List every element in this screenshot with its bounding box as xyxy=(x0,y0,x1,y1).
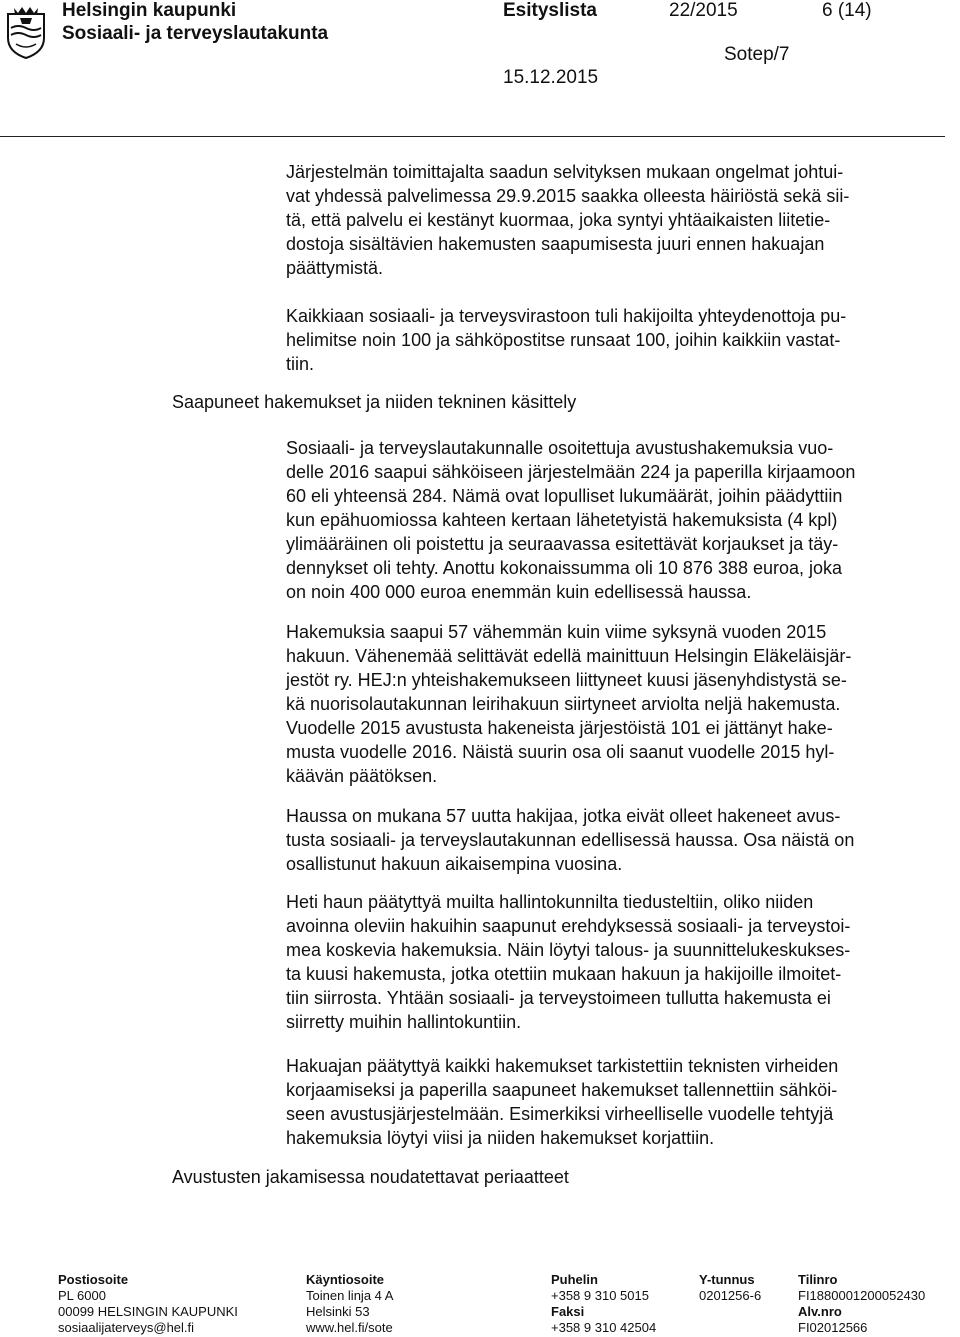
text-line: Sosiaali- ja terveyslautakunnalle osoitettuja avustushakemuksia vuo- xyxy=(286,438,834,458)
tilinro-label: Tilinro xyxy=(798,1272,838,1287)
postal-line: 00099 HELSINGIN KAUPUNKI xyxy=(58,1304,238,1319)
visit-line: Toinen linja 4 A xyxy=(306,1288,394,1303)
text-line: Järjestelmän toimittajalta saadun selvityksen mukaan ongelmat johtui- xyxy=(286,162,844,182)
text-line: tä, että palvelu ei kestänyt kuormaa, joka syntyi yhtäaikaisten liitetie- xyxy=(286,210,831,230)
text-line: helimitse noin 100 ja sähköpostitse runsaat 100, joihin kaikkiin vastat- xyxy=(286,330,841,350)
text-line: tiin siirrosta. Yhtään sosiaali- ja terveystoimeen tullutta hakemusta ei xyxy=(286,988,831,1008)
paragraph-contacts xyxy=(286,304,946,376)
phone-number: +358 9 310 5015 xyxy=(551,1288,649,1303)
page-number: 6 (14) xyxy=(822,0,872,21)
text-line: päättymistä. xyxy=(286,258,384,278)
alv-label: Alv.nro xyxy=(798,1304,842,1319)
ytunnus-label: Y-tunnus xyxy=(699,1272,755,1287)
ytunnus-value: 0201256-6 xyxy=(699,1288,762,1303)
board-name: Sosiaali- ja terveyslautakunta xyxy=(62,23,329,44)
visit-line: Helsinki 53 xyxy=(306,1304,370,1319)
text-line: tusta sosiaali- ja terveyslautakunnan edellisessä haussa. Osa näistä on xyxy=(286,830,855,850)
text-line: on noin 400 000 euroa enemmän kuin edellisessä haussa. xyxy=(286,582,752,602)
footer-postal xyxy=(58,1272,238,1336)
text-line: Kaikkiaan sosiaali- ja terveysvirastoon tuli hakijoilta yhteydenottoja pu- xyxy=(286,306,847,326)
paragraph-inquiries xyxy=(286,890,946,1034)
text-line: avoinna oleviin hakuihin saapunut erehdyksessä sosiaali- ja terveystoi- xyxy=(286,916,851,936)
text-line: kä nuorisolautakunnan leirihakuun siirtyneet arviolta neljä hakemusta. xyxy=(286,694,841,714)
text-line: Hakemuksia saapui 57 vähemmän kuin viime syksynä vuoden 2015 xyxy=(286,622,827,642)
paragraph-received-applications xyxy=(286,436,946,604)
meeting-date: 15.12.2015 xyxy=(503,67,599,88)
org-name: Helsingin kaupunki xyxy=(62,0,237,21)
tilinro-value: FI1880001200052430 xyxy=(798,1288,926,1303)
paragraph-system-issue xyxy=(286,160,946,280)
text-line: musta vuodelle 2016. Näistä suurin osa oli saanut vuodelle 2015 hyl- xyxy=(286,742,835,762)
text-line: mea koskevia hakemuksia. Näin löytyi talous- ja suunnittelukeskukses- xyxy=(286,940,851,960)
phone-label: Puhelin xyxy=(551,1272,598,1287)
text-line: ta kuusi hakemusta, jotka otettiin mukaan hakuun ja hakijoille ilmoitet- xyxy=(286,964,842,984)
email-link[interactable]: sosiaalijaterveys@hel.fi xyxy=(58,1320,195,1335)
text-line: dennykset oli tehty. Anottu kokonaissumma oli 10 876 388 euroa, joka xyxy=(286,558,843,578)
header-divider xyxy=(0,136,945,137)
footer-phone xyxy=(551,1272,656,1336)
visit-label: Käyntiosoite xyxy=(306,1272,385,1287)
text-line: hakuun. Vähenemää selittävät edellä mainittuun Helsingin Eläkeläisjär- xyxy=(286,646,852,666)
text-line: ylimääräinen oli poistettu ja seuraavassa esitettävät korjaukset ja täy- xyxy=(286,534,839,554)
text-line: tiin. xyxy=(286,354,315,374)
postal-line: PL 6000 xyxy=(58,1288,106,1303)
footer-visit xyxy=(306,1272,393,1336)
helsinki-coat-of-arms-logo xyxy=(4,4,48,60)
postal-label: Postiosoite xyxy=(58,1272,129,1287)
doc-number: 22/2015 xyxy=(669,0,738,21)
text-line: Vuodelle 2015 avustusta hakeneista järjestöistä 101 ei jättänyt hake- xyxy=(286,718,833,738)
paragraph-new-applicants xyxy=(286,804,946,876)
text-line: hakemuksia löytyi viisi ja niiden hakemukset korjattiin. xyxy=(286,1128,715,1148)
text-line: Heti haun päätyttyä muilta hallintokunnilta tiedusteltiin, oliko niiden xyxy=(286,892,814,912)
text-line: kun epähuomiossa kahteen kertaan lähetetyistä hakemuksista (4 kpl) xyxy=(286,510,838,530)
agenda-item-code: Sotep/7 xyxy=(724,44,790,65)
website-link[interactable]: www.hel.fi/sote xyxy=(306,1320,393,1335)
text-line: Hakuajan päätyttyä kaikki hakemukset tarkistettiin teknisten virheiden xyxy=(286,1056,839,1076)
footer-bank xyxy=(798,1272,925,1336)
text-line: siirretty muihin hallintokuntiin. xyxy=(286,1012,522,1032)
doc-type: Esityslista xyxy=(503,0,597,21)
text-line: osallistunut hakuun aikaisempina vuosina. xyxy=(286,854,623,874)
paragraph-decrease xyxy=(286,620,946,788)
text-line: korjaamiseksi ja paperilla saapuneet hakemukset tallennettiin sähköi- xyxy=(286,1080,838,1100)
paragraph-checking xyxy=(286,1054,946,1150)
text-line: vat yhdessä palvelimessa 29.9.2015 saakka olleesta häiriöstä sekä sii- xyxy=(286,186,850,206)
fax-number: +358 9 310 42504 xyxy=(551,1320,657,1335)
text-line: 60 eli yhteensä 284. Nämä ovat lopulliset lukumäärät, joihin päädyttiin xyxy=(286,486,843,506)
alv-value: FI02012566 xyxy=(798,1320,868,1335)
text-line: dostoja sisältävien hakemusten saapumisesta juuri ennen hakuajan xyxy=(286,234,825,254)
text-line: käävän päätöksen. xyxy=(286,766,438,786)
section-heading-applications: Saapuneet hakemukset ja niiden tekninen käsittely xyxy=(172,392,577,412)
fax-label: Faksi xyxy=(551,1304,585,1319)
text-line: jestöt ry. HEJ:n yhteishakemukseen liittyneet kuusi jäsenyhdistystä se- xyxy=(286,670,847,690)
text-line: Haussa on mukana 57 uutta hakijaa, jotka eivät olleet hakeneet avus- xyxy=(286,806,841,826)
text-line: delle 2016 saapui sähköiseen järjestelmään 224 ja paperilla kirjaamoon xyxy=(286,462,856,482)
footer-business-id xyxy=(699,1272,761,1304)
text-line: seen avustusjärjestelmään. Esimerkiksi virheelliselle vuodelle tehtyjä xyxy=(286,1104,834,1124)
section-heading-principles: Avustusten jakamisessa noudatettavat periaatteet xyxy=(172,1167,569,1187)
